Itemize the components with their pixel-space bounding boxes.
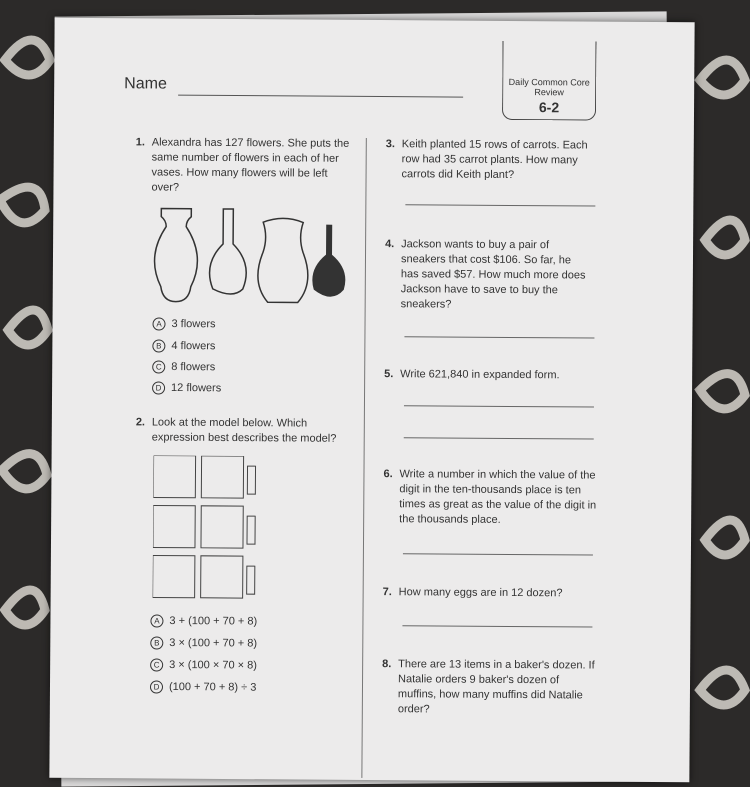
question-1: 1. Alexandra has 127 flowers. She puts the same number of flowers in each of her vases. How many flowers will be left over? bbox=[135, 136, 350, 194]
question-1-text: Alexandra has 127 flowers. She puts the same number of flowers in each of her vases. How many flowers will be left over? bbox=[151, 136, 350, 194]
q2-choice-a[interactable]: A 3 + (100 + 70 + 8) bbox=[150, 614, 257, 628]
answer-line-6[interactable] bbox=[403, 553, 593, 555]
question-4: 4. Jackson wants to buy a pair of sneakers that cost $106. So far, he has saved $57. How much more does Jackson have to save to buy the sneakers? bbox=[385, 238, 586, 311]
question-8: 8. There are 13 items in a baker's dozen. If Natalie orders 9 baker's dozen of muffins, how many muffins did Natalie order? bbox=[382, 658, 595, 716]
question-8-text: There are 13 items in a baker's dozen. If Natalie orders 9 baker's dozen of muffins, how many muffins did Natalie order? bbox=[397, 658, 595, 716]
q2-choice-d[interactable]: D (100 + 70 + 8) ÷ 3 bbox=[150, 680, 256, 694]
question-3: 3. Keith planted 15 rows of carrots. Each row had 35 carrot plants. How many carrots did Keith plant? bbox=[385, 138, 588, 181]
question-7: 7. How many eggs are in 12 dozen? bbox=[382, 586, 563, 600]
question-4-text: Jackson wants to buy a pair of sneakers that cost $106. So far, he has saved $57. How much more does Jackson have to save to buy the sneakers? bbox=[400, 238, 586, 311]
q1-choice-b[interactable]: B 4 flowers bbox=[152, 339, 215, 352]
q1-choice-a[interactable]: A 3 flowers bbox=[152, 317, 215, 330]
q2-choice-b[interactable]: B 3 × (100 + 70 + 8) bbox=[150, 636, 257, 650]
answer-line-5a[interactable] bbox=[404, 405, 594, 407]
base-ten-model bbox=[153, 455, 274, 606]
q1-choice-c[interactable]: C 8 flowers bbox=[152, 360, 215, 373]
review-title: Daily Common Core Review bbox=[508, 76, 590, 98]
q1-choice-d[interactable]: D 12 flowers bbox=[152, 381, 221, 394]
question-2: 2. Look at the model below. Which expression best describes the model? bbox=[135, 416, 337, 445]
daily-review-badge bbox=[502, 41, 597, 121]
review-number: 6-2 bbox=[538, 99, 560, 116]
question-5-text: Write 621,840 in expanded form. bbox=[400, 368, 560, 382]
answer-line-4[interactable] bbox=[404, 336, 594, 338]
name-label: Name bbox=[124, 75, 167, 93]
question-5: 5. Write 621,840 in expanded form. bbox=[384, 368, 560, 382]
answer-line-7[interactable] bbox=[402, 625, 592, 627]
question-7-text: How many eggs are in 12 dozen? bbox=[398, 586, 563, 600]
answer-line-5b[interactable] bbox=[404, 437, 594, 439]
question-6-text: Write a number in which the value of the digit in the ten-thousands place is ten times as great as the value of the digit in the thousands place. bbox=[399, 468, 597, 526]
question-2-text: Look at the model below. Which expression best describes the model? bbox=[151, 416, 337, 445]
vases-image bbox=[151, 203, 362, 309]
question-3-text: Keith planted 15 rows of carrots. Each row had 35 carrot plants. How many carrots did Keith plant? bbox=[401, 138, 588, 181]
worksheet-page bbox=[49, 18, 694, 782]
name-field[interactable] bbox=[178, 95, 463, 98]
answer-line-3[interactable] bbox=[405, 204, 595, 206]
column-divider bbox=[361, 138, 366, 778]
question-6: 6. Write a number in which the value of the digit in the ten-thousands place is ten times as great as the value of the digit in the thousands place. bbox=[383, 468, 597, 526]
q2-choice-c[interactable]: C 3 × (100 × 70 × 8) bbox=[150, 658, 257, 672]
